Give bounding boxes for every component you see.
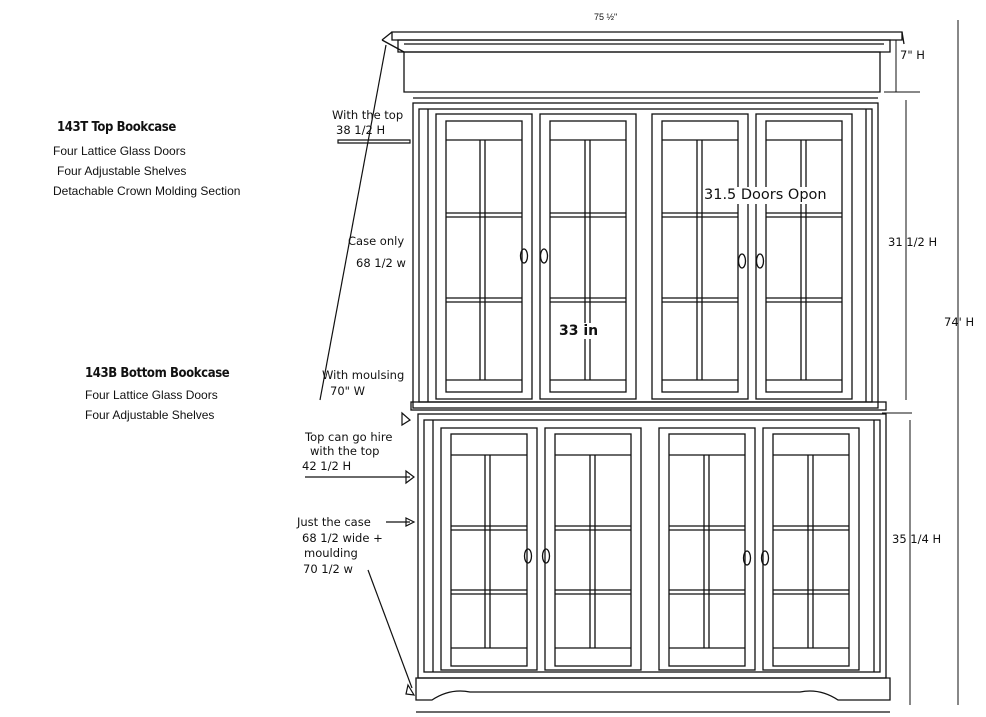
top-feature-shelves: Four Adjustable Shelves [57,164,187,178]
case-only-label: Case only [348,234,405,248]
top-feature-crown: Detachable Crown Molding Section [53,184,241,198]
lower-doors [441,428,859,670]
doors-open-label: 31.5 Doors Opon [704,187,827,203]
with-top-label: With the top [332,108,404,122]
overall-height-dim: 74' H [944,315,975,329]
dimension-lines [882,20,958,705]
top-hire-label-2: with the top [310,444,380,458]
upper-doors [436,114,852,399]
crown-molding [382,32,904,92]
crown-height-dim: 7" H [900,48,925,62]
top-hire-height: 42 1/2 H [302,459,352,473]
bottom-bookcase-title: 143B Bottom Bookcase [85,366,230,381]
just-case-width: 68 1/2 wide + [302,531,383,545]
overall-width-dim: 75 ½" [594,12,618,22]
bottom-feature-doors: Four Lattice Glass Doors [85,388,218,402]
just-case-label: Just the case [297,515,371,529]
door-width-label: 33 in [559,323,599,339]
top-height-dim: 31 1/2 H [888,235,938,249]
top-hire-label: Top can go hire [305,430,393,444]
top-bookcase-title: 143T Top Bookcase [57,120,176,135]
case-only-width: 68 1/2 w [356,256,406,270]
with-moulding-width: 70" W [330,384,365,398]
top-feature-doors: Four Lattice Glass Doors [53,144,186,158]
bottom-feature-shelves: Four Adjustable Shelves [85,408,215,422]
upper-case-frame [411,98,886,410]
with-moulding-label: With moulsing [322,368,405,382]
just-case-moulding-width: 70 1/2 w [303,562,353,576]
with-top-height: 38 1/2 H [336,123,386,137]
lower-case-frame [416,414,890,712]
bottom-height-dim: 35 1/4 H [892,532,942,546]
just-case-moulding: moulding [304,546,358,560]
